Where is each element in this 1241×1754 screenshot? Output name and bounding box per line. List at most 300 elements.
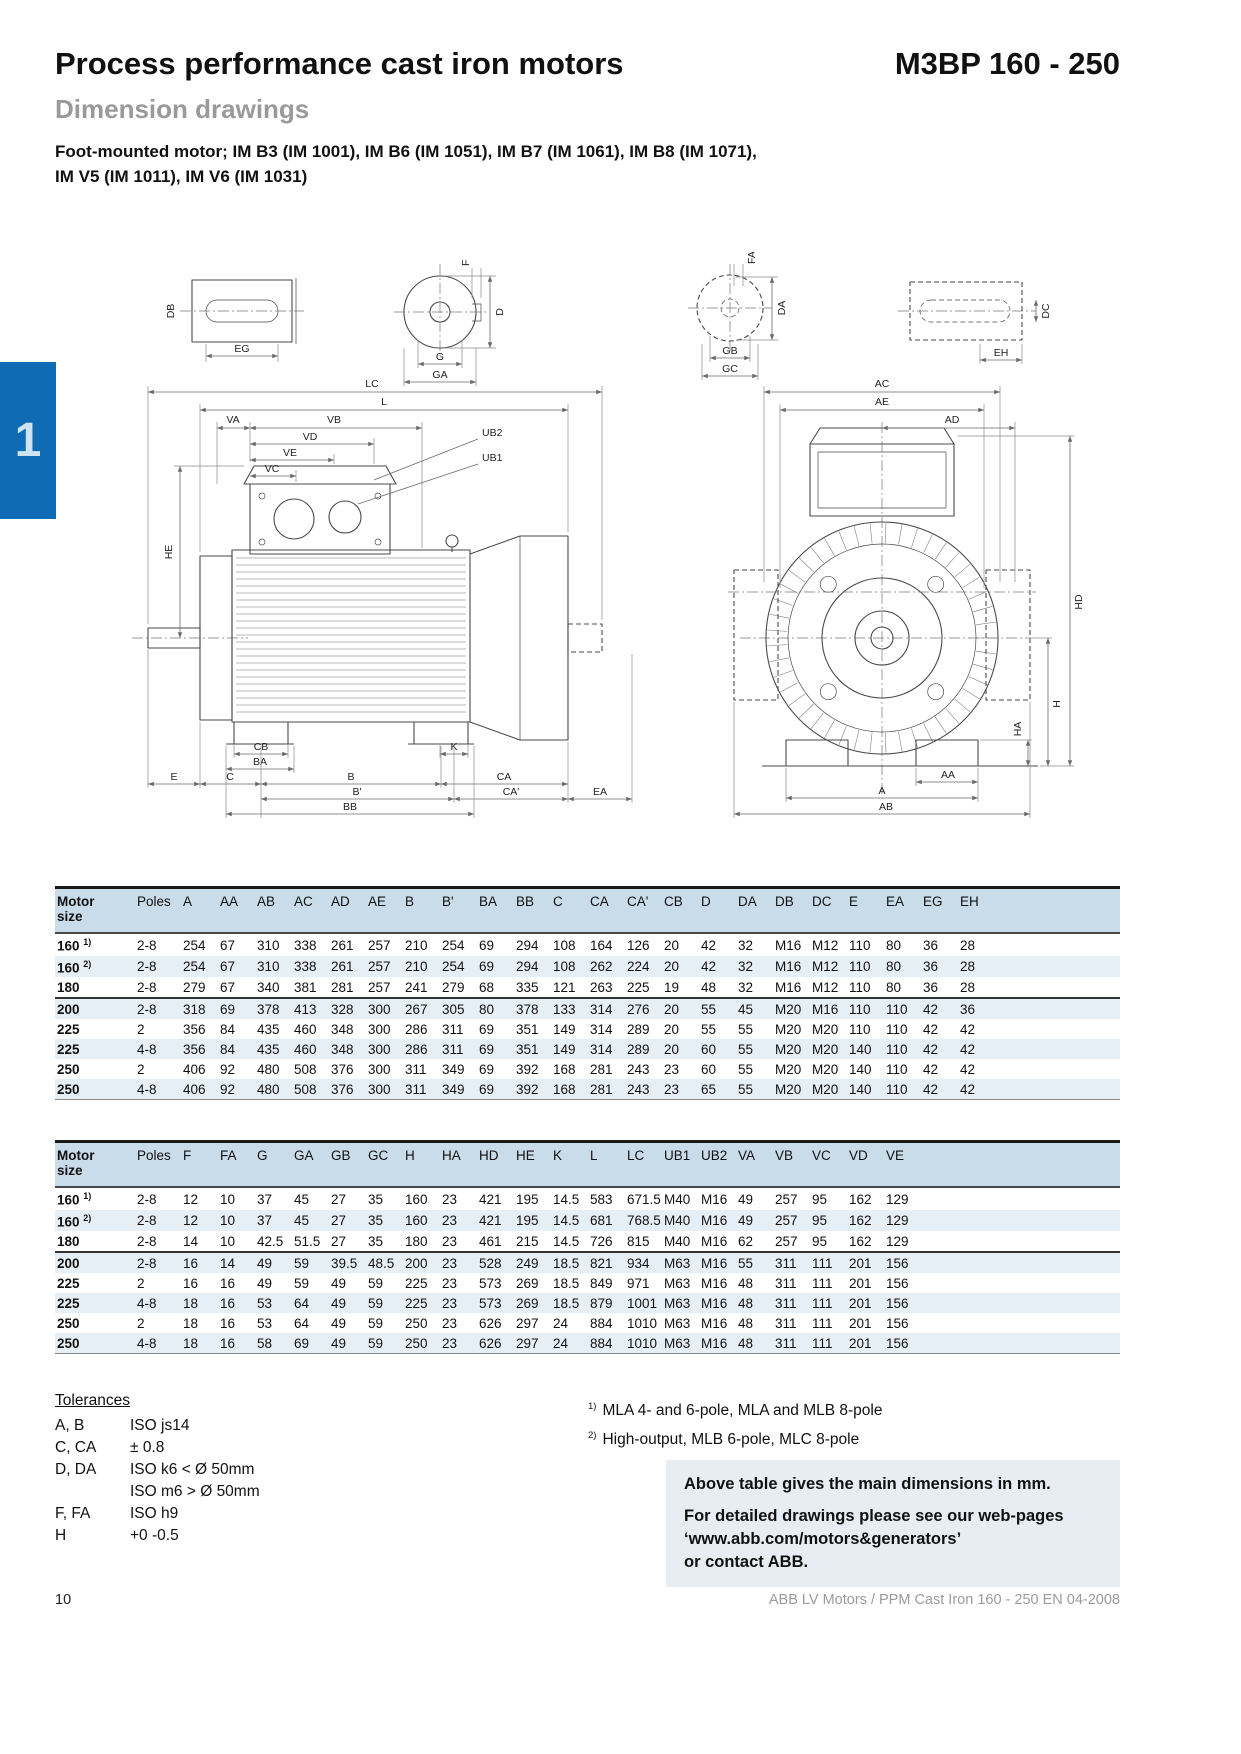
cell-value: 215 xyxy=(516,1234,539,1249)
cell-value: 201 xyxy=(849,1276,872,1291)
cell-value: 110 xyxy=(886,1062,908,1077)
cell-value: 261 xyxy=(329,956,366,978)
cell-value: 249 xyxy=(514,1252,551,1273)
tolerance-dims xyxy=(55,1481,130,1503)
cell-value: 376 xyxy=(329,1079,366,1100)
dim-label-ca-prime: CA' xyxy=(502,786,520,798)
cell-value: 351 xyxy=(516,1022,539,1037)
cell-value: 59 xyxy=(294,1276,310,1291)
cell-value: 300 xyxy=(368,1062,391,1077)
dim-label-ga: GA xyxy=(432,369,448,381)
cell-value: 156 xyxy=(884,1333,921,1354)
cell-value: 27 xyxy=(331,1234,347,1249)
dim-label-k: K xyxy=(450,741,458,753)
cell-value: 55 xyxy=(699,998,736,1019)
cell-value: 156 xyxy=(886,1316,909,1331)
cell-value: 356 xyxy=(183,1022,206,1037)
cell-value: 110 xyxy=(849,937,871,953)
info-line: For detailed drawings please see our web-pages xyxy=(684,1507,1064,1525)
cell-value: 392 xyxy=(516,1062,539,1077)
cell-value: M20 xyxy=(812,1062,839,1077)
cell-value: M63 xyxy=(664,1316,691,1331)
cell-value: 318 xyxy=(181,998,218,1019)
cell-value: 42 xyxy=(960,1062,976,1077)
cell-value: 421 xyxy=(477,1210,514,1232)
cell-value: 23 xyxy=(442,1191,458,1207)
cell-value: 18 xyxy=(181,1333,218,1354)
cell-motor-size: 180 xyxy=(57,980,80,995)
cell-value: 297 xyxy=(514,1333,551,1354)
dim-label-fa: FA xyxy=(746,252,758,264)
cell-value: 149 xyxy=(551,1039,588,1059)
cell-value: 300 xyxy=(368,1022,391,1037)
header-motor-size: Motor size xyxy=(55,1142,135,1188)
mounting-description xyxy=(55,139,757,189)
cell-value: 121 xyxy=(553,980,576,995)
cell-value: 311 xyxy=(773,1252,810,1273)
header-poles: Poles xyxy=(135,888,181,934)
cell-value: M16 xyxy=(701,1191,728,1207)
table-row xyxy=(55,1273,1120,1293)
dim-label-lc: LC xyxy=(365,378,379,390)
cell-value: 340 xyxy=(257,980,280,995)
cell-value: 162 xyxy=(849,1234,872,1249)
info-line: Above table gives the main dimensions in mm. xyxy=(684,1475,1051,1493)
cell-motor-size: 160 $^{1)}$ xyxy=(57,937,92,954)
cell-value: 42 xyxy=(923,1022,939,1037)
dim-label-dc: DC xyxy=(1040,303,1052,319)
header-dim-ca: CA' xyxy=(625,888,662,934)
header-motor-size: Motor size xyxy=(55,888,135,934)
cell-value: 300 xyxy=(366,1039,403,1059)
cell-motor-size: 225 xyxy=(55,1039,135,1059)
cell-value: M16 xyxy=(699,1210,736,1232)
cell-value: 69 xyxy=(479,937,495,953)
tolerances-title: Tolerances xyxy=(55,1392,130,1409)
cell-value: 768.5 xyxy=(625,1210,662,1232)
dimension-table-2-wrap xyxy=(55,1140,1120,1354)
cell-value: 20 xyxy=(662,956,699,978)
cell-value: 289 xyxy=(625,1039,662,1059)
cell-value: 281 xyxy=(588,1079,625,1100)
cell-value: M20 xyxy=(810,1079,847,1100)
cell-value: 42 xyxy=(958,1079,995,1100)
cell-motor-size: 225 xyxy=(55,1293,135,1313)
motor-end-view xyxy=(728,378,1085,818)
dim-label-ae: AE xyxy=(874,396,890,408)
header-dim-ve: VE xyxy=(884,1142,921,1188)
cell-value: 10 xyxy=(220,1191,236,1207)
cell-value: 351 xyxy=(514,1039,551,1059)
cell-value: M16 xyxy=(773,956,810,978)
header-dim-g: G xyxy=(255,1142,292,1188)
dim-label-eg: EG xyxy=(234,343,250,355)
cell-value: 20 xyxy=(662,998,699,1019)
cell-value: 376 xyxy=(331,1062,354,1077)
cell-value: 406 xyxy=(183,1062,206,1077)
header-dim-ea: EA xyxy=(884,888,921,934)
page-title: Process performance cast iron motors xyxy=(55,46,624,81)
cell-value: 257 xyxy=(368,980,391,995)
cell-motor-size: 200 xyxy=(55,1252,135,1273)
cell-value: 111 xyxy=(812,1276,833,1291)
cell-value: 300 xyxy=(366,998,403,1019)
cell-value: M40 xyxy=(664,1191,691,1207)
dim-label-eh: EH xyxy=(993,347,1009,359)
cell-value: 14.5 xyxy=(551,1210,588,1232)
cell-value: 69 xyxy=(477,1079,514,1100)
cell-value: 201 xyxy=(847,1333,884,1354)
header-dim-lc: LC xyxy=(625,1142,662,1188)
cell-value: 381 xyxy=(294,980,317,995)
cell-value: 508 xyxy=(292,1079,329,1100)
cell-value: 314 xyxy=(588,1039,625,1059)
cell-value: 37 xyxy=(257,1191,273,1207)
dim-label-gc: GC xyxy=(722,363,738,375)
dim-label-vd: VD xyxy=(302,431,318,443)
cell-value: 24 xyxy=(551,1333,588,1354)
cell-value: 55 xyxy=(736,1252,773,1273)
cell-motor-size: 160 $^{2)}$ xyxy=(55,956,135,978)
dim-label-gb: GB xyxy=(722,345,738,357)
chapter-tab xyxy=(0,362,56,519)
dim-label-c: C xyxy=(226,771,234,783)
cell-value: 311 xyxy=(403,1079,440,1100)
cell-value: M16 xyxy=(775,937,802,953)
info-box xyxy=(666,1460,1120,1587)
tolerance-row xyxy=(55,1525,260,1547)
cell-value: 69 xyxy=(292,1333,329,1354)
cell-poles: 4-8 xyxy=(135,1333,181,1354)
cell-value: 55 xyxy=(701,1022,717,1037)
cell-value: 49 xyxy=(738,1191,754,1207)
cell-value: 59 xyxy=(368,1276,384,1291)
header-dim-ub1: UB1 xyxy=(662,1142,699,1188)
cell-value: 111 xyxy=(810,1333,847,1354)
cell-value: 328 xyxy=(329,998,366,1019)
dim-label-da: DA xyxy=(776,300,788,316)
cell-motor-size: 250 xyxy=(57,1062,80,1077)
cell-motor-size: 250 xyxy=(55,1333,135,1354)
header-dim-ba: BA xyxy=(477,888,514,934)
cell-value: 356 xyxy=(181,1039,218,1059)
header-dim-c: C xyxy=(551,888,588,934)
cell-value: 164 xyxy=(590,937,613,953)
cell-value: M20 xyxy=(773,998,810,1019)
tolerance-dims: A, B xyxy=(55,1417,85,1434)
page-number: 10 xyxy=(55,1592,72,1608)
cell-value: M20 xyxy=(810,1039,847,1059)
cell-poles: 4-8 xyxy=(135,1293,181,1313)
cell-value: 279 xyxy=(442,980,465,995)
tolerance-row xyxy=(55,1481,260,1503)
cell-value: 241 xyxy=(405,980,428,995)
chapter-number: 1 xyxy=(14,413,42,467)
tolerance-value: ± 0.8 xyxy=(130,1439,165,1456)
cell-value: M12 xyxy=(810,956,847,978)
cell-value: 28 xyxy=(960,980,976,995)
cell-value: 406 xyxy=(181,1079,218,1100)
cell-value: 18.5 xyxy=(553,1276,580,1291)
cell-value: 195 xyxy=(514,1210,551,1232)
header-dim-dc: DC xyxy=(810,888,847,934)
cell-value: 48 xyxy=(736,1333,773,1354)
dim-label-cb: CB xyxy=(253,741,269,753)
cell-value: 126 xyxy=(627,937,650,953)
table-header-row xyxy=(55,1142,1120,1188)
cell-value: 110 xyxy=(849,1022,871,1037)
motor-side-view xyxy=(132,378,632,818)
cell-value: 110 xyxy=(886,1022,908,1037)
dim-label-ac: AC xyxy=(874,378,890,390)
header-dim-k: K xyxy=(551,1142,588,1188)
cell-value: M20 xyxy=(775,1022,802,1037)
cell-value: 435 xyxy=(257,1022,280,1037)
cell-value: 250 xyxy=(403,1333,440,1354)
cell-value: 281 xyxy=(331,980,354,995)
cell-value: 84 xyxy=(220,1022,236,1037)
cell-value: 435 xyxy=(255,1039,292,1059)
header-dim-cb: CB xyxy=(662,888,699,934)
cell-value: 62 xyxy=(738,1234,754,1249)
cell-value: 69 xyxy=(477,956,514,978)
cell-value: 200 xyxy=(403,1252,440,1273)
cell-value: 156 xyxy=(886,1276,909,1291)
mounting-line-2: IM V5 (IM 1011), IM V6 (IM 1031) xyxy=(55,167,308,186)
cell-value: M16 xyxy=(699,1293,736,1313)
cell-value: 879 xyxy=(588,1293,625,1313)
cell-value: 110 xyxy=(884,1039,921,1059)
cell-value: 23 xyxy=(440,1210,477,1232)
header-dim-va: VA xyxy=(736,1142,773,1188)
cell-value: 42.5 xyxy=(257,1234,284,1249)
cell-value: 348 xyxy=(329,1039,366,1059)
cell-value: M16 xyxy=(701,1316,728,1331)
cell-value: 35 xyxy=(368,1234,384,1249)
cell-value: 32 xyxy=(738,980,754,995)
header-dim-vb: VB xyxy=(773,1142,810,1188)
header-dim-b: B xyxy=(403,888,440,934)
cell-value: 80 xyxy=(886,980,902,995)
cell-value: 55 xyxy=(738,1022,754,1037)
cell-motor-size: 250 xyxy=(57,1316,80,1331)
cell-value: 69 xyxy=(479,1062,495,1077)
header-dim-da: DA xyxy=(736,888,773,934)
cell-value: 80 xyxy=(884,956,921,978)
dim-label-ab: AB xyxy=(878,801,894,813)
cell-value: 129 xyxy=(886,1191,909,1207)
cell-value: 243 xyxy=(625,1079,662,1100)
cell-value: 59 xyxy=(366,1293,403,1313)
dim-label-ad: AD xyxy=(944,414,960,426)
cell-value: 18 xyxy=(183,1316,199,1331)
cell-value: 314 xyxy=(588,998,625,1019)
tolerance-dims: D, DA xyxy=(55,1461,97,1478)
table-row xyxy=(55,977,1120,998)
cell-value: 281 xyxy=(590,1062,613,1077)
cell-value: 95 xyxy=(812,1191,828,1207)
dim-label-ub2: UB2 xyxy=(482,427,503,439)
cell-value: 815 xyxy=(627,1234,650,1249)
table-row xyxy=(55,1293,1120,1313)
cell-value: 110 xyxy=(847,998,884,1019)
cell-value: 300 xyxy=(366,1079,403,1100)
cell-value: 20 xyxy=(664,937,680,953)
dim-label-ea: EA xyxy=(592,786,608,798)
fan-end-detail xyxy=(688,252,788,380)
cell-value: 310 xyxy=(257,937,280,953)
cell-value: 37 xyxy=(255,1210,292,1232)
cell-value: 210 xyxy=(403,956,440,978)
dimension-drawing xyxy=(122,252,1112,827)
cell-value: 421 xyxy=(479,1191,502,1207)
header-dim-gb: GB xyxy=(329,1142,366,1188)
dim-label-e: E xyxy=(170,771,178,783)
header-dim-fa: FA xyxy=(218,1142,255,1188)
cell-value: 311 xyxy=(773,1293,810,1313)
cell-value: 884 xyxy=(590,1316,613,1331)
cell-poles: 2-8 xyxy=(137,1191,157,1207)
cell-value: M63 xyxy=(664,1276,691,1291)
cell-value: M16 xyxy=(775,980,802,995)
cell-value: 28 xyxy=(960,937,976,953)
cell-value: 201 xyxy=(849,1316,872,1331)
cell-value: 64 xyxy=(294,1316,310,1331)
cell-value: 51.5 xyxy=(294,1234,321,1249)
cell-value: 95 xyxy=(812,1234,828,1249)
cell-value: 55 xyxy=(736,1039,773,1059)
cell-value: 24 xyxy=(553,1316,569,1331)
cell-value: 140 xyxy=(847,1039,884,1059)
cell-value: 111 xyxy=(810,1293,847,1313)
cell-value: 348 xyxy=(331,1022,354,1037)
table-row xyxy=(55,1019,1120,1039)
cell-value: 49 xyxy=(255,1252,292,1273)
cell-value: 263 xyxy=(590,980,613,995)
tolerance-value: ISO js14 xyxy=(130,1417,190,1434)
tolerance-dims: C, CA xyxy=(55,1439,97,1456)
cell-value: 311 xyxy=(440,1039,477,1059)
cell-value: M16 xyxy=(701,1234,728,1249)
cell-value: 201 xyxy=(847,1252,884,1273)
dim-label-l: L xyxy=(381,396,387,408)
cell-value: 32 xyxy=(738,937,754,953)
cell-value: 1010 xyxy=(627,1316,658,1331)
header-dim-bb: BB xyxy=(514,888,551,934)
cell-value: 18 xyxy=(181,1293,218,1313)
dim-label-hd: HD xyxy=(1073,594,1085,610)
shaft-end-detail xyxy=(394,260,506,386)
cell-value: 27 xyxy=(331,1191,347,1207)
cell-value: 23 xyxy=(664,1062,680,1077)
cell-value: M16 xyxy=(699,1333,736,1354)
cell-value: 254 xyxy=(442,937,465,953)
header-dim-h: H xyxy=(403,1142,440,1188)
cell-value: 225 xyxy=(627,980,650,995)
header-dim-ac: AC xyxy=(292,888,329,934)
tolerances-rows xyxy=(55,1415,260,1547)
cell-value: 671.5 xyxy=(627,1191,661,1207)
table-row xyxy=(55,956,1120,978)
cell-value: 10 xyxy=(218,1210,255,1232)
dim-label-aa: AA xyxy=(940,769,956,781)
cell-value: 156 xyxy=(884,1252,921,1273)
cell-value: 12 xyxy=(181,1210,218,1232)
footnote: $^{2)}$ High-output, MLB 6-pole, MLC 8-pole xyxy=(588,1430,860,1449)
cell-value: 310 xyxy=(255,956,292,978)
header-dim-ha: HA xyxy=(440,1142,477,1188)
dimension-table-1-wrap xyxy=(55,886,1120,1100)
cell-value: 69 xyxy=(477,1039,514,1059)
cell-value: 297 xyxy=(516,1316,539,1331)
product-code: M3BP 160 - 250 xyxy=(894,46,1120,81)
cell-value: 53 xyxy=(257,1316,273,1331)
cell-value: 23 xyxy=(442,1234,458,1249)
cell-value: 35 xyxy=(368,1191,384,1207)
cell-value: M20 xyxy=(773,1039,810,1059)
cell-value: 49 xyxy=(329,1333,366,1354)
info-line: ‘www.abb.com/motors&generators’ xyxy=(684,1530,962,1548)
header-dim-e: E xyxy=(847,888,884,934)
cell-value: 49 xyxy=(331,1316,347,1331)
dim-label-ba: BA xyxy=(252,756,268,768)
cell-value: 156 xyxy=(884,1293,921,1313)
cell-value: 42 xyxy=(701,937,717,953)
cell-value: 338 xyxy=(292,956,329,978)
cell-value: 16 xyxy=(220,1316,236,1331)
cell-value: 269 xyxy=(516,1276,539,1291)
cell-value: 95 xyxy=(810,1210,847,1232)
dim-label-va: VA xyxy=(226,414,240,426)
cell-value: 55 xyxy=(738,1062,754,1077)
cell-value: 64 xyxy=(292,1293,329,1313)
cell-value: 149 xyxy=(553,1022,576,1037)
cell-value: 201 xyxy=(847,1293,884,1313)
document-reference: ABB LV Motors / PPM Cast Iron 160 - 250 EN 04-2008 xyxy=(768,1592,1120,1608)
header-poles: Poles xyxy=(135,1142,181,1188)
cell-value: 45 xyxy=(736,998,773,1019)
cell-value: 55 xyxy=(736,1079,773,1100)
header-dim-ad: AD xyxy=(329,888,366,934)
footnote: $^{1)}$ MLA 4- and 6-pole, MLA and MLB 8-pole xyxy=(588,1401,883,1420)
cell-value: 92 xyxy=(218,1079,255,1100)
table-row xyxy=(55,1039,1120,1059)
cell-value: M63 xyxy=(662,1333,699,1354)
cell-value: 36 xyxy=(958,998,995,1019)
cell-value: 262 xyxy=(588,956,625,978)
header-dim-eh: EH xyxy=(958,888,995,934)
cell-value: 267 xyxy=(403,998,440,1019)
cell-value: 460 xyxy=(294,1022,317,1037)
cell-value: 108 xyxy=(551,956,588,978)
cell-value: 16 xyxy=(218,1293,255,1313)
cell-poles: 2-8 xyxy=(137,937,157,953)
cell-value: 48 xyxy=(701,980,717,995)
cell-value: 14 xyxy=(218,1252,255,1273)
cell-value: 286 xyxy=(403,1039,440,1059)
cell-value: 49 xyxy=(329,1293,366,1313)
tolerance-value: ISO h9 xyxy=(130,1505,179,1522)
page-subtitle: Dimension drawings xyxy=(55,94,310,124)
cell-poles: 4-8 xyxy=(135,1079,181,1100)
cell-value: 18.5 xyxy=(551,1293,588,1313)
cell-value: 16 xyxy=(183,1276,199,1291)
cell-value: 67 xyxy=(218,956,255,978)
cell-value: 821 xyxy=(588,1252,625,1273)
cell-value: 18.5 xyxy=(551,1252,588,1273)
cell-value: M63 xyxy=(662,1293,699,1313)
cell-value: 261 xyxy=(331,937,354,953)
